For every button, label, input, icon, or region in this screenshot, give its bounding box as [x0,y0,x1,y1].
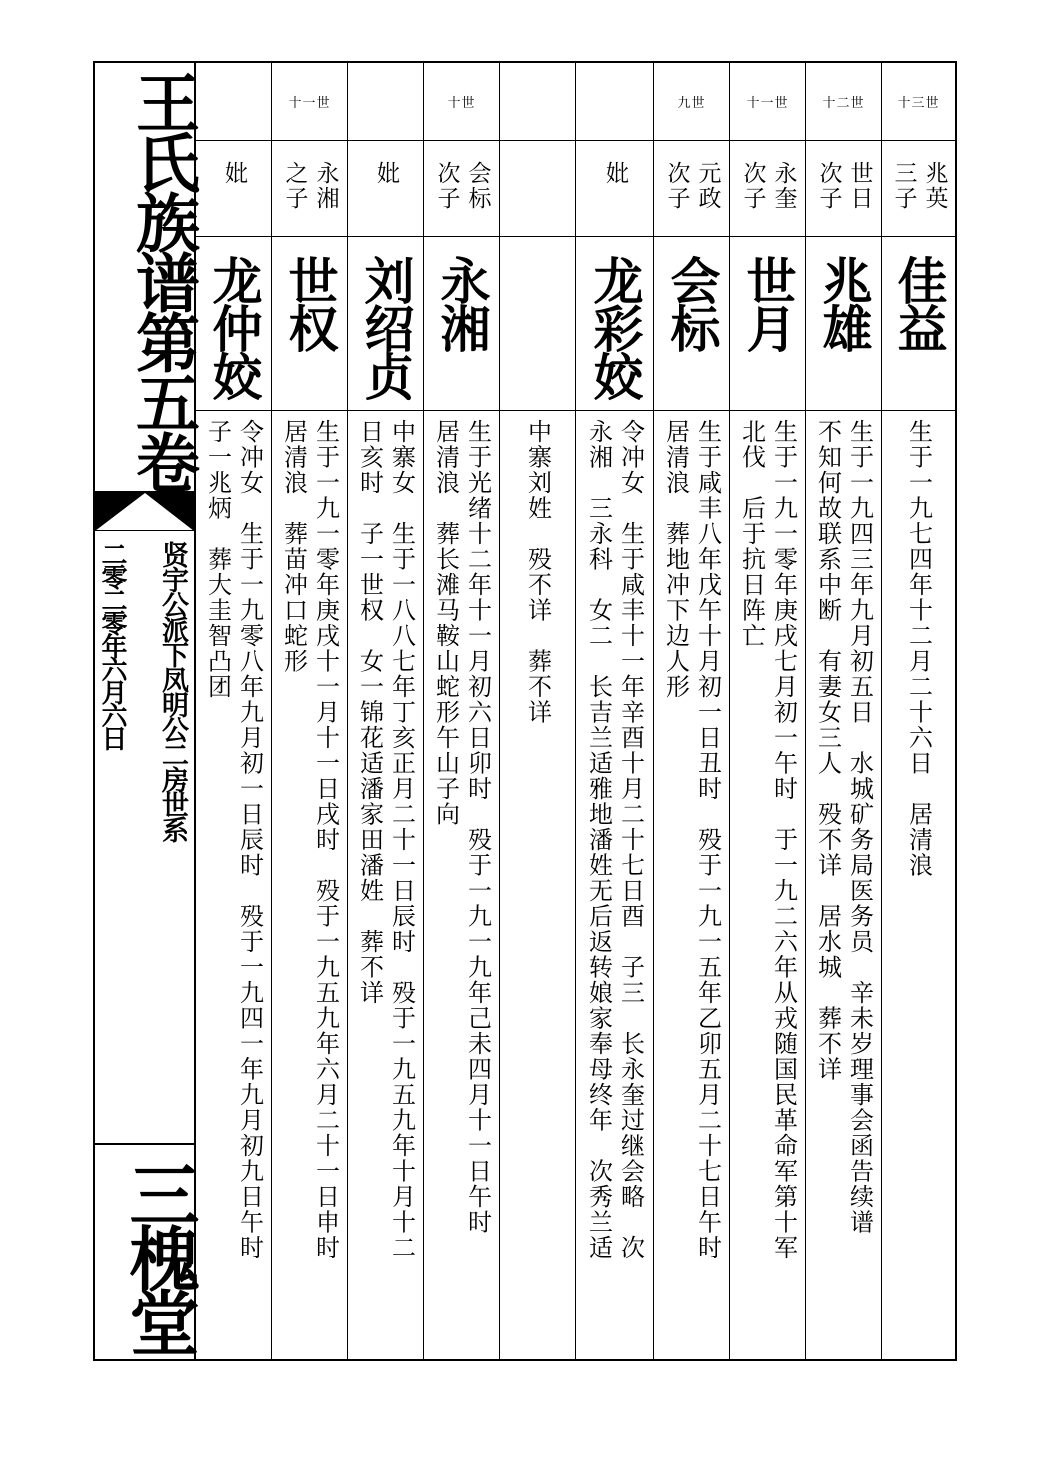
volume-title: 王氏族谱第五卷 [125,70,200,490]
person-name: 佳益 [889,255,949,351]
generation-label [500,63,575,141]
generation-label [196,63,271,141]
name-cell [576,237,653,411]
relation-cell [500,141,575,237]
generation-label: 十一世 [272,63,347,141]
relation-cell [654,141,729,237]
person-name: 世月 [738,255,798,351]
person-name: 永湘 [432,255,492,351]
name-cell [272,237,347,411]
lineage-subtitle: 贤宇公派下凤明公二房世系 [157,541,188,841]
biography-text: 生于一九七四年十二月二十六日 居清浪 [904,419,933,878]
relation-cell [424,141,499,237]
biography-text: 生于一九四三年九月初五日 水城矿务局医务员 辛未岁理事会函告续谱 不知何故联系中断 有妻女三人 殁不详 居水城 葬不详 [813,419,874,1235]
biography-text: 生于咸丰八年戊午十月初一日丑时 殁于一九一五年乙卯五月二十七日午时 居清浪 葬地冲下边人形 [661,419,722,1261]
generation-label: 九世 [654,63,729,141]
relation-label: 永湘 之子 [281,161,339,211]
biography-cell [576,411,653,1359]
relation-cell [730,141,805,237]
person-name: 龙仲姣 [204,255,264,399]
hall-name: 三槐堂 [95,1143,194,1359]
relation-label: 妣 [373,161,399,186]
biography-cell [500,411,575,1359]
relation-label: 兆英 三子 [890,161,948,211]
record-column [500,63,576,1359]
relation-label: 会标 次子 [433,161,491,211]
title-spine [95,63,201,1359]
name-cell [500,237,575,411]
person-name: 刘绍贞 [356,255,416,399]
biography-text: 生于光绪十二年十一月初六日卯时 殁于一九一九年己未四月十一日午时 居清浪 葬长滩马鞍山蛇形午山子向 [431,419,492,1235]
person-name: 兆雄 [814,255,874,351]
person-name: 龙彩姣 [585,255,645,399]
biography-cell [196,411,271,1359]
generation-label: 十二世 [806,63,881,141]
name-cell [424,237,499,411]
record-column [196,63,272,1359]
biography-cell [730,411,805,1359]
record-column [654,63,730,1359]
name-cell [196,237,271,411]
person-name: 会标 [662,255,722,351]
name-cell [654,237,729,411]
record-column [576,63,654,1359]
relation-cell [882,141,955,237]
name-cell [730,237,805,411]
name-cell [882,237,955,411]
relation-cell [196,141,271,237]
biography-text: 中寨女 生于一八八七年丁亥正月二十一日辰时 殁于一九五九年十月十二 日亥时 子一世权 女一锦花适潘家田潘姓 葬不详 [355,419,416,1261]
generation-label: 十一世 [730,63,805,141]
relation-cell [576,141,653,237]
biography-text: 令冲女 生于咸丰十一年辛酉十月二十七日酉 子三 长永奎过继会略 次 永湘 三永科 女二 长吉兰适雅地潘姓无后返转娘家奉母终年 次秀兰适 [584,419,645,1261]
generation-label [576,63,653,141]
record-column [806,63,882,1359]
record-column [882,63,955,1359]
generation-label: 十三世 [882,63,955,141]
biography-text: 生于一九一零年庚戌十一月十一日戌时 殁于一九五九年六月二十一日申时 居清浪 葬苗冲口蛇形 [279,419,340,1261]
name-cell [806,237,881,411]
relation-label: 元政 次子 [663,161,721,211]
record-column [348,63,424,1359]
biography-text: 中寨刘姓 殁不详 葬不详 [523,419,552,725]
relation-label: 世日 次子 [815,161,873,211]
record-column [730,63,806,1359]
relation-cell [348,141,423,237]
relation-label: 永奎 次子 [739,161,797,211]
relation-label: 妣 [602,161,628,186]
compile-date: 二零二零年六月六日 [97,541,127,748]
biography-text: 令冲女 生于一九零八年九月初一日辰时 殁于一九四一年九月初九日午时 子一兆炳 葬大圭智凸团 [203,419,264,1261]
biography-cell [806,411,881,1359]
biography-cell [272,411,347,1359]
biography-cell [654,411,729,1359]
name-cell [348,237,423,411]
spine-middle [95,533,194,1141]
genealogy-page-frame [93,61,957,1361]
generation-label: 十世 [424,63,499,141]
relation-cell [272,141,347,237]
record-column [424,63,500,1359]
biography-cell [348,411,423,1359]
fish-tail-mark [95,491,194,531]
biography-text: 生于一九一零年庚戌七月初一午时 于一九二六年从戎随国民革命军第十军 北伐 后于抗日阵亡 [737,419,798,1261]
generation-label [348,63,423,141]
person-name: 世权 [280,255,340,351]
biography-cell [882,411,955,1359]
record-column [272,63,348,1359]
relation-label: 妣 [221,161,247,186]
biography-cell [424,411,499,1359]
relation-cell [806,141,881,237]
